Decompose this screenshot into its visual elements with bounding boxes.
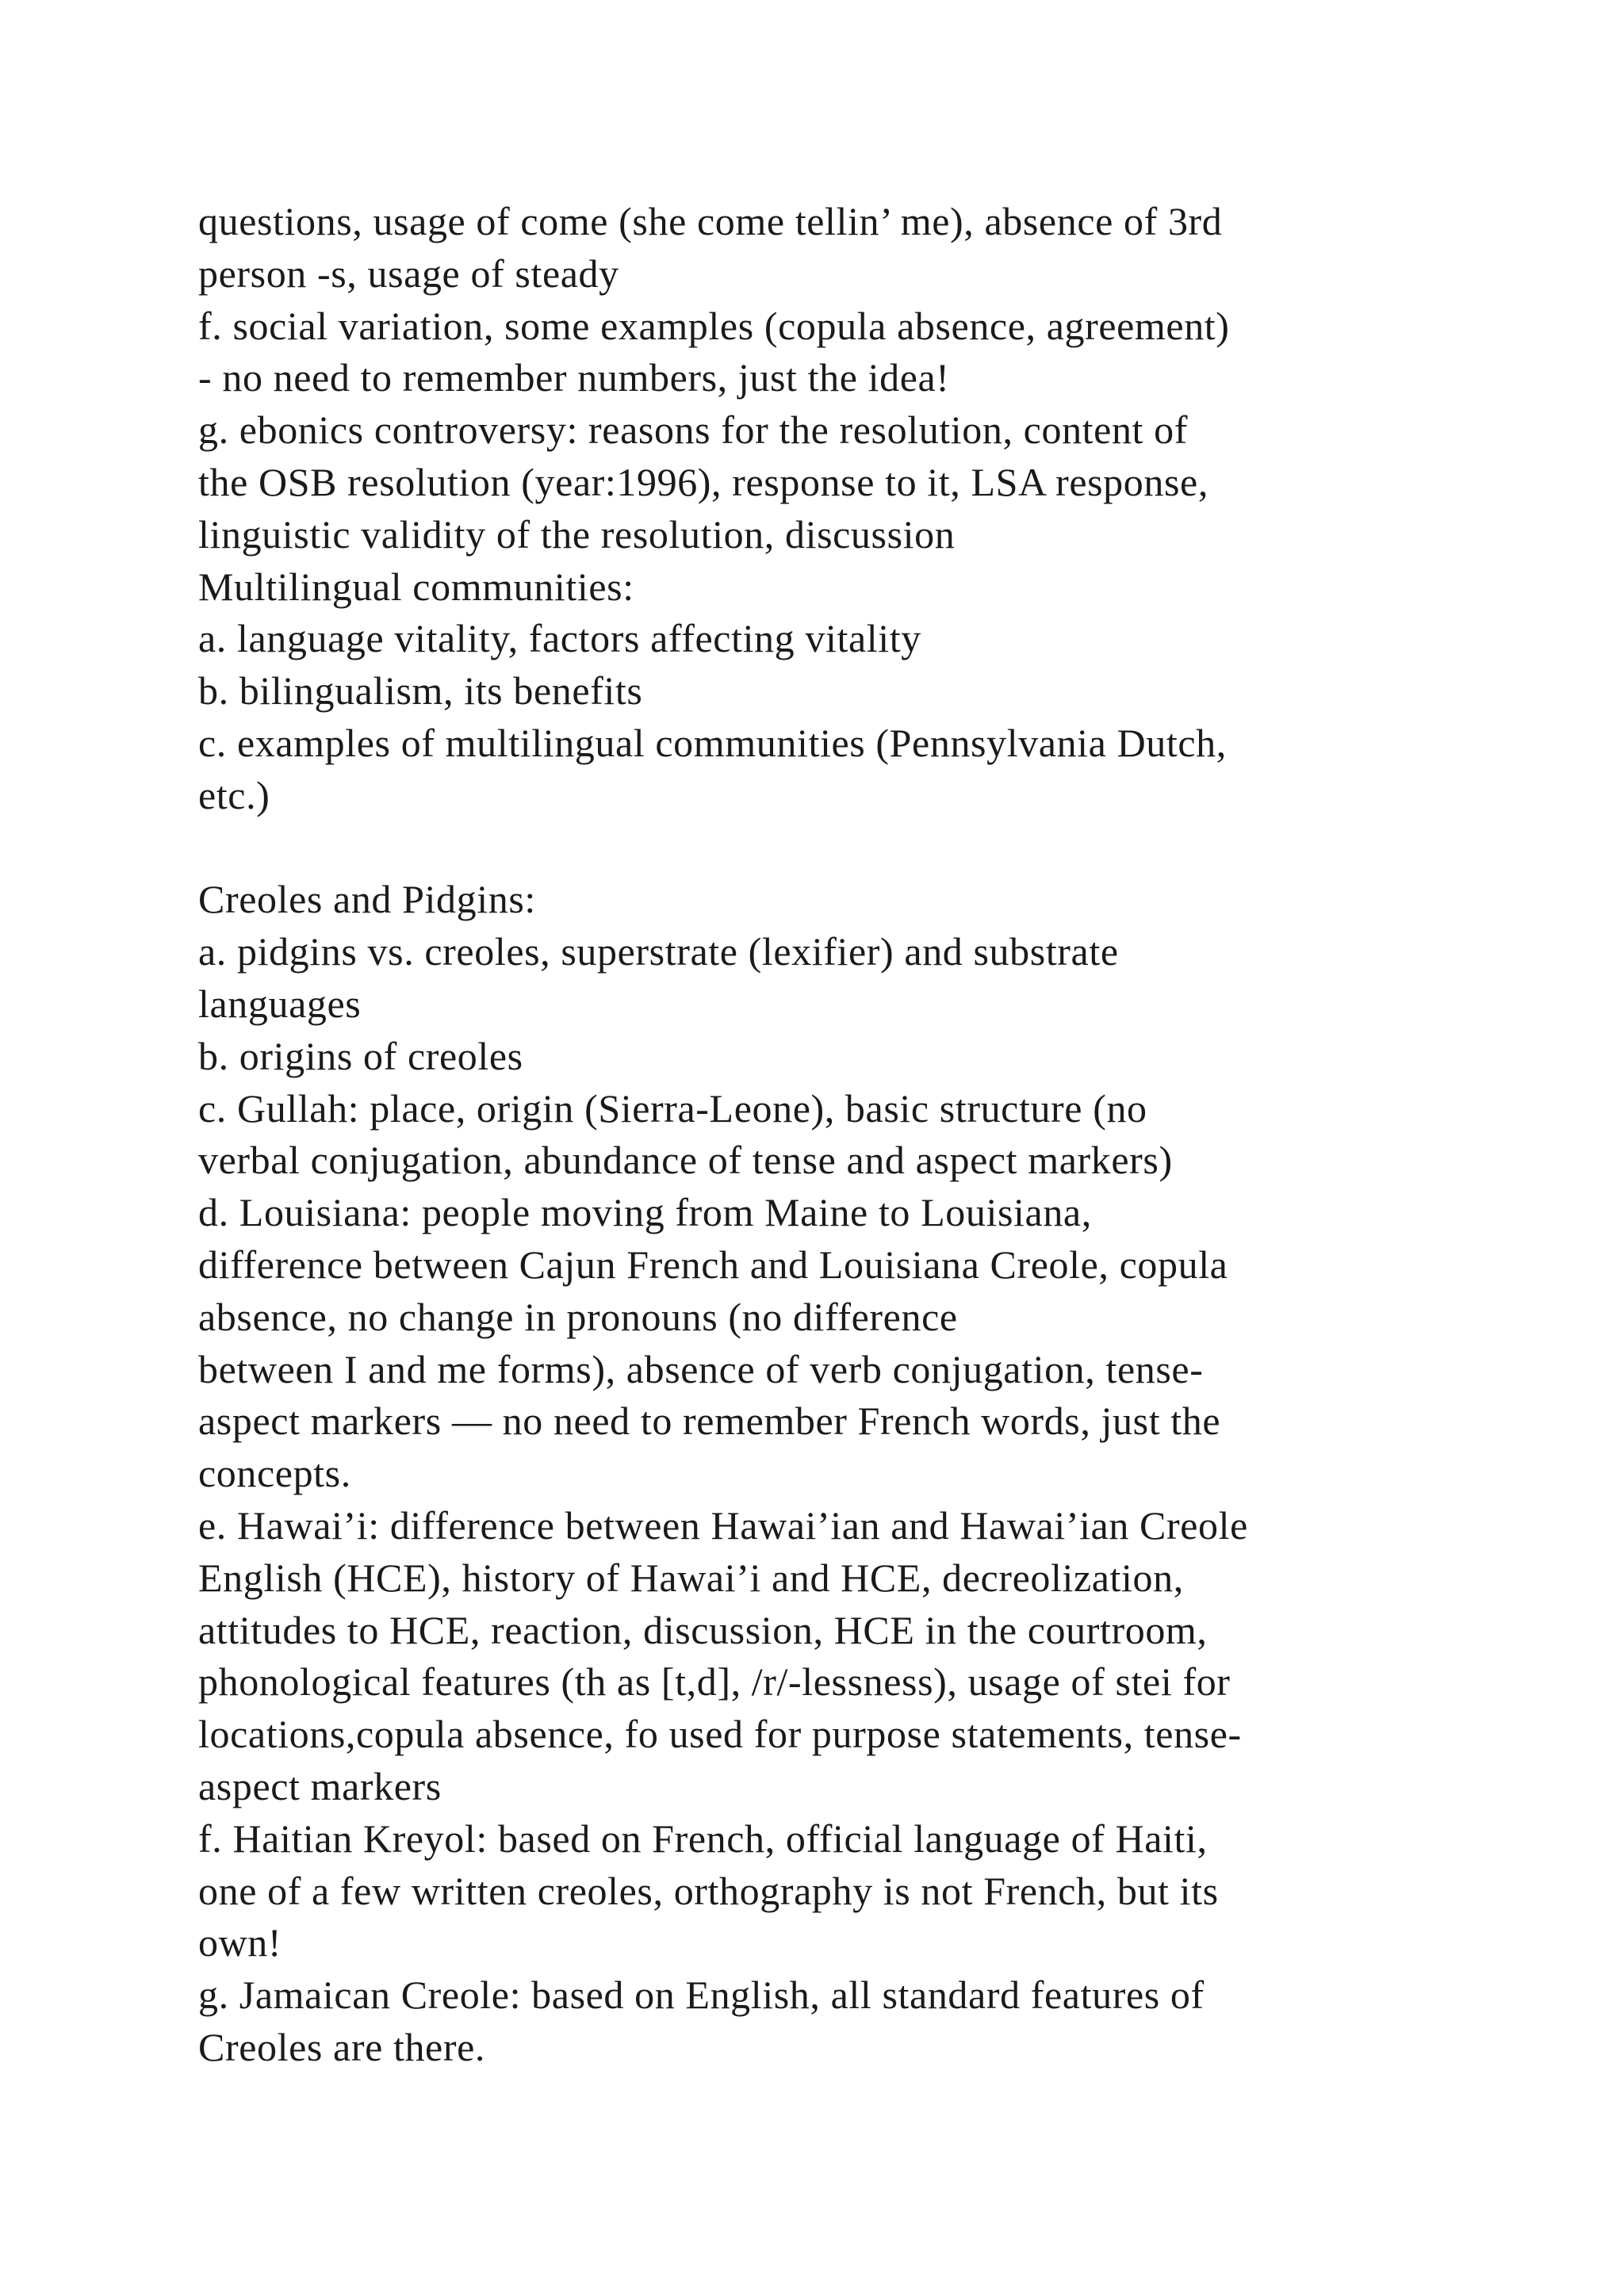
text-line: the OSB resolution (year:1996), response to it, LSA response,	[198, 459, 1208, 504]
text-line: b. bilingualism, its benefits	[198, 668, 643, 714]
text-line: etc.)	[198, 772, 270, 817]
text-line: absence, no change in pronouns (no difference	[198, 1294, 958, 1339]
text-line: phonological features (th as [t,d], /r/-lessness), usage of stei for	[198, 1659, 1231, 1705]
text-line: d. Louisiana: people moving from Maine to Louisiana,	[198, 1190, 1092, 1235]
text-line: difference between Cajun French and Louisiana Creole, copula	[198, 1242, 1228, 1287]
text-line: own!	[198, 1920, 282, 1965]
text-line: aspect markers	[198, 1763, 442, 1808]
text-line: aspect markers — no need to remember French words, just the	[198, 1399, 1221, 1444]
text-line: f. Haitian Kreyol: based on French, official language of Haiti,	[198, 1816, 1208, 1861]
text-line: attitudes to HCE, reaction, discussion, HCE in the courtroom,	[198, 1607, 1208, 1652]
text-line: questions, usage of come (she come tellin’ me), absence of 3rd	[198, 199, 1223, 243]
text-line: b. origins of creoles	[198, 1033, 523, 1078]
text-line: one of a few written creoles, orthography is not French, but its	[198, 1868, 1219, 1913]
text-line: e. Hawai’i: difference between Hawai’ian and Hawai’ian Creole	[198, 1502, 1248, 1548]
text-line: languages	[198, 981, 362, 1026]
section-heading-creoles: Creoles and Pidgins:	[198, 877, 536, 922]
text-line: locations,copula absence, fo used for purpose statements, tense-	[198, 1712, 1242, 1757]
text-line: a. language vitality, factors affecting vitality	[198, 616, 921, 661]
text-line: c. Gullah: place, origin (Sierra-Leone), basic structure (no	[198, 1085, 1147, 1131]
text-line: between I and me forms), absence of verb conjugation, tense-	[198, 1346, 1204, 1391]
text-line: c. examples of multilingual communities (Pennsylvania Dutch,	[198, 720, 1227, 765]
text-line: g. ebonics controversy: reasons for the resolution, content of	[198, 408, 1188, 453]
text-line: person -s, usage of steady	[198, 251, 619, 296]
document-body	[198, 196, 1515, 2074]
text-line: Creoles are there.	[198, 2024, 485, 2069]
text-line: concepts.	[198, 1451, 351, 1496]
text-line: g. Jamaican Creole: based on English, all standard features of	[198, 1973, 1205, 2018]
text-line: f. social variation, some examples (copula absence, agreement)	[198, 303, 1230, 348]
text-line: English (HCE), history of Hawai’i and HCE, decreolization,	[198, 1555, 1184, 1600]
blank-line	[198, 822, 1515, 874]
text-line: linguistic validity of the resolution, discussion	[198, 511, 956, 557]
text-line: verbal conjugation, abundance of tense and aspect markers)	[198, 1138, 1173, 1183]
text-line: a. pidgins vs. creoles, superstrate (lexifier) and substrate	[198, 929, 1119, 974]
section-heading-multilingual: Multilingual communities:	[198, 564, 634, 609]
text-line: - no need to remember numbers, just the idea!	[198, 355, 950, 400]
